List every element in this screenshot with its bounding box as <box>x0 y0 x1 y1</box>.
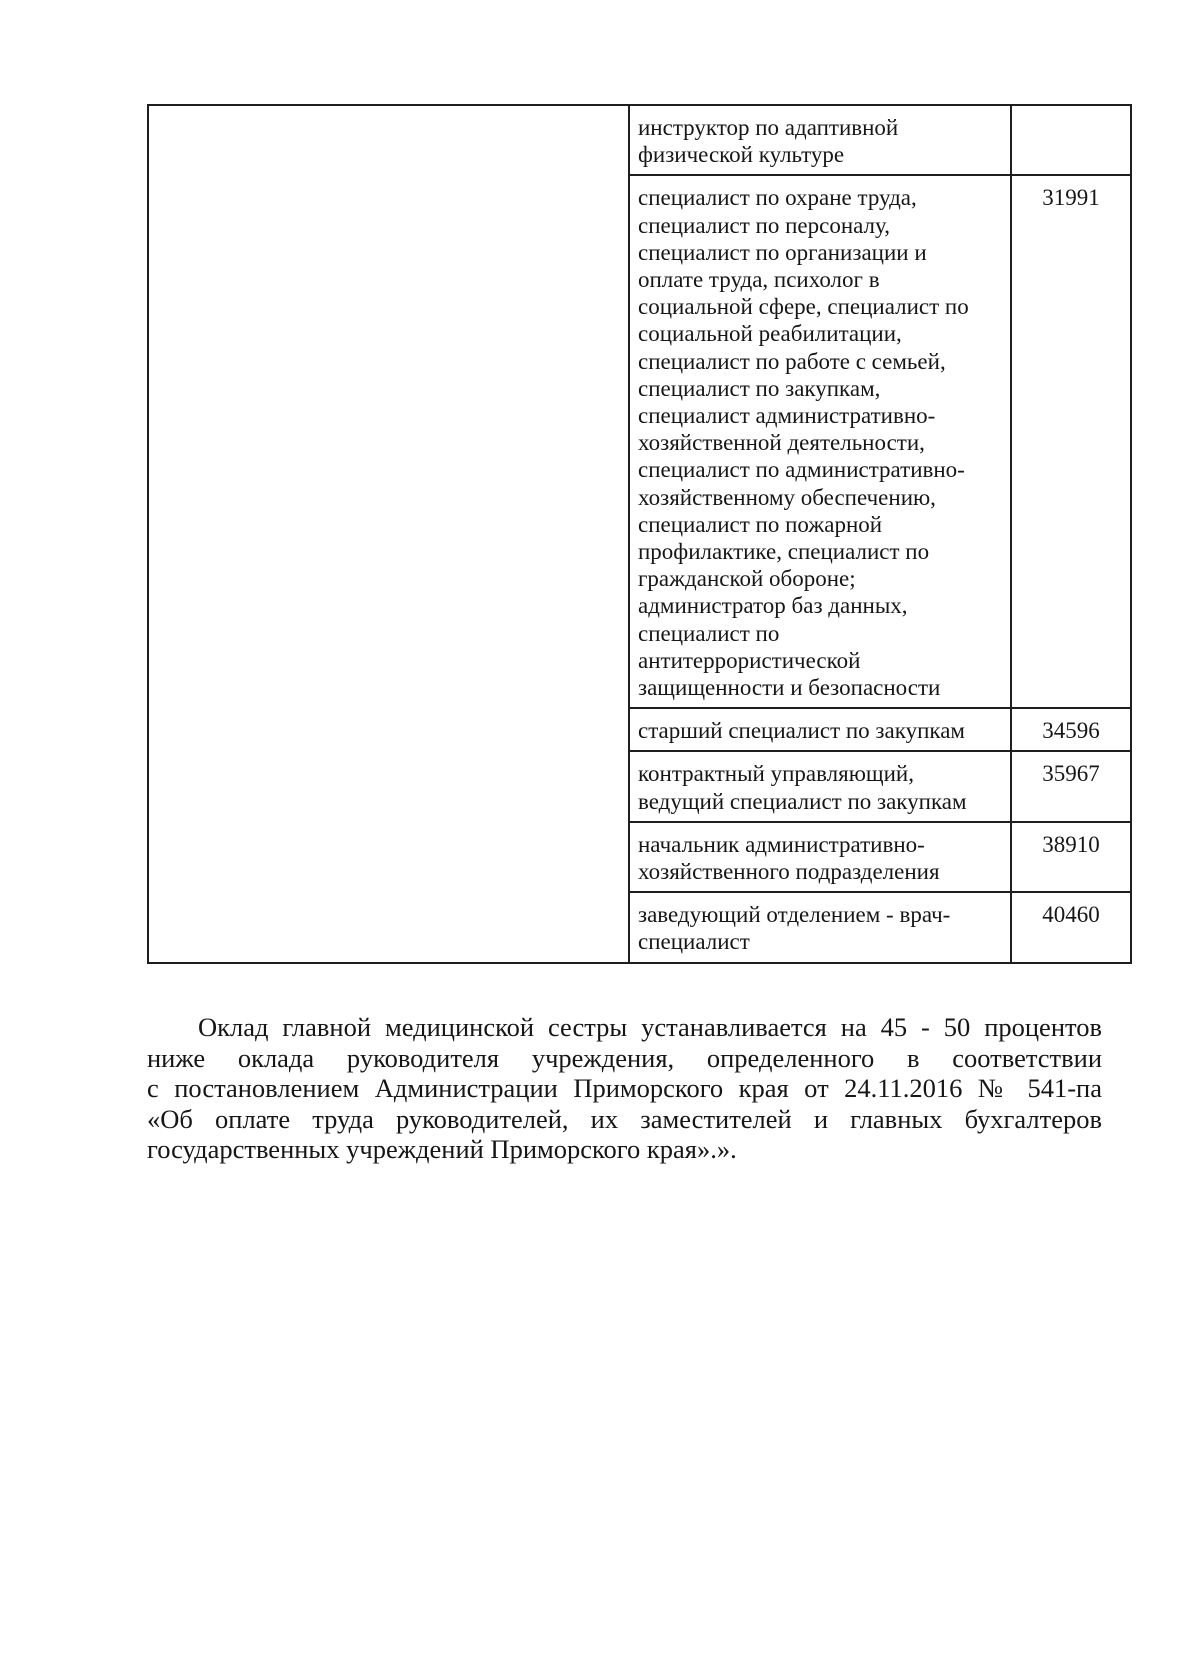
salary-cell: 35967 <box>1011 751 1131 821</box>
position-line: инструктор по адаптивной <box>638 115 899 140</box>
paragraph-line: ниже оклада руководителя учреждения, определенного в соответствии <box>147 1042 1102 1073</box>
position-line: специалист по организации и <box>638 239 927 265</box>
position-line: хозяйственной деятельности, <box>638 430 925 456</box>
position-line: контрактный управляющий, <box>638 761 914 787</box>
position-cell <box>629 751 1011 821</box>
salary-cell: 34596 <box>1011 708 1131 751</box>
salary-cell: 38910 <box>1011 822 1131 892</box>
salary-cell: 31991 <box>1011 175 1131 708</box>
position-line: гражданской обороне; <box>638 566 856 592</box>
position-line: социальной реабилитации, <box>638 321 902 347</box>
paragraph-line: государственных учреждений Приморского края».». <box>147 1134 737 1164</box>
position-line: специалист административно- <box>638 403 936 429</box>
position-line: специалист по <box>638 620 780 646</box>
position-line: специалист по охране труда, <box>638 185 917 211</box>
salary-cell <box>1011 105 1131 175</box>
position-line: специалист по закупкам, <box>638 375 881 401</box>
paragraph-line: «Об оплате труда руководителей, их заместителей и главных бухгалтеров <box>147 1103 1102 1134</box>
position-line: специалист <box>638 929 750 955</box>
position-cell <box>629 105 1011 175</box>
position-cell <box>629 892 1011 962</box>
position-cell <box>629 708 1011 751</box>
position-line: социальной сфере, специалист по <box>638 294 969 320</box>
table-row <box>148 105 1131 175</box>
paragraph-line: с постановлением Администрации Приморского края от 24.11.2016 № 541-па <box>147 1073 1102 1103</box>
salary-cell: 40460 <box>1011 892 1131 962</box>
position-cell <box>629 175 1011 708</box>
position-line: специалист по пожарной <box>638 511 883 537</box>
position-line: начальник административно- <box>638 831 925 857</box>
footnote-paragraph <box>147 1012 1102 1165</box>
position-line: заведующий отделением - врач- <box>638 902 951 928</box>
group-cell <box>148 105 629 963</box>
position-line: хозяйственному обеспечению, <box>638 484 936 510</box>
position-line: администратор баз данных, <box>638 593 908 619</box>
salary-table <box>147 104 1132 964</box>
position-line: специалист по работе с семьей, <box>638 348 946 374</box>
position-line: антитеррористической <box>638 647 861 673</box>
position-line: специалист по административно- <box>638 457 965 483</box>
position-line: хозяйственного подразделения <box>638 859 940 885</box>
position-line: физической культуре <box>638 142 845 168</box>
paragraph-line: Оклад главной медицинской сестры устанавливается на 45 - 50 процентов <box>198 1012 1102 1042</box>
position-line: ведущий специалист по закупкам <box>638 788 967 814</box>
position-line: профилактике, специалист по <box>638 539 930 565</box>
position-line: защищенности и безопасности <box>638 675 941 701</box>
position-cell <box>629 822 1011 892</box>
position-line: старший специалист по закупкам <box>638 718 965 744</box>
position-line: оплате труда, психолог в <box>638 267 880 293</box>
position-line: специалист по персоналу, <box>638 212 890 238</box>
